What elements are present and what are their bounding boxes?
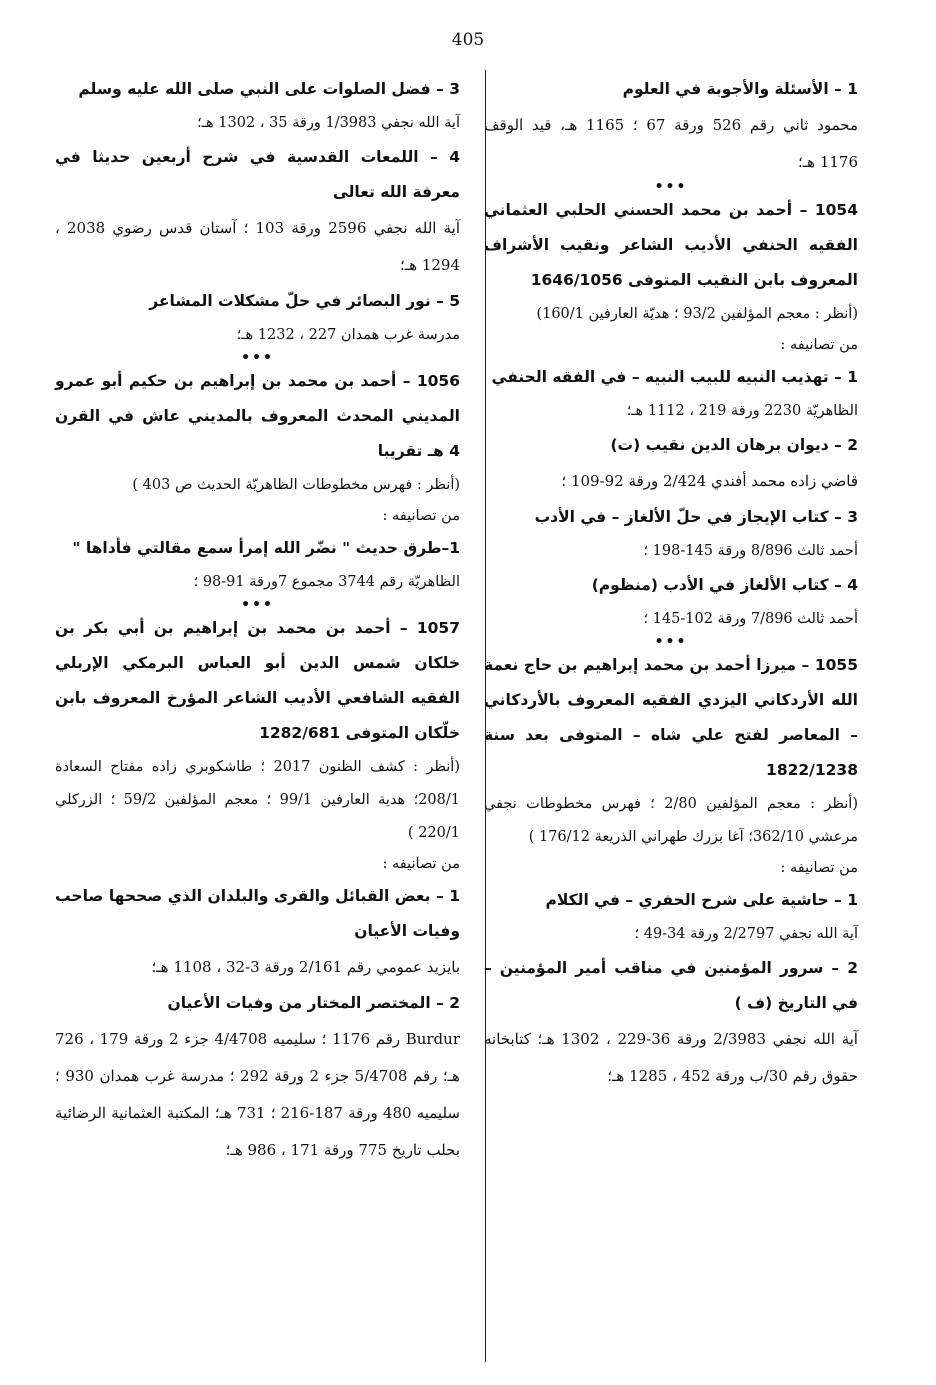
- entry-title: 4 – كتاب الألغاز في الأدب (منظوم): [591, 576, 858, 594]
- entry-reference: الظاهريّة 2230 ورقة 219 ، 1112 هـ؛: [626, 403, 858, 419]
- left-column: [55, 72, 460, 1169]
- entry-reference: آية الله نجفي 1/3983 ورقة 35 ، 1302 هـ؛: [197, 115, 460, 131]
- entry-title: 2 – المختصر المختار من وفيات الأعيان: [167, 994, 460, 1012]
- entry-title: 3 – فضل الصلوات على النبي صلى الله عليه وسلم: [78, 80, 460, 98]
- entry-separator: •••: [241, 350, 274, 366]
- entry-reference: (أنظر : معجم المؤلفين 93/2 ؛ هديّة العارفين 160/1): [536, 306, 858, 322]
- entry-separator: •••: [654, 634, 688, 650]
- entry-reference: الظاهريّة رقم 3744 مجموع 7ورقة 91-98 ؛: [193, 574, 460, 590]
- entry-title: 2 – سرور المؤمنين في مناقب أمير المؤمنين – في التاريخ (ف ): [484, 959, 858, 1012]
- entry-citation: محمود ثاني رقم 526 ورقة 67 ؛ 1165 هـ، قيد الوقف 1176 هـ؛: [484, 116, 858, 171]
- entry-citation: قاضي زاده محمد أفندي 2/424 ورقة 92-109 ؛: [561, 472, 858, 490]
- entry-citation: آية الله نجفي 2/3983 ورقة 36-229 ، 1302 هـ؛ كتابخانه حقوق رقم 30/ب ورقة 452 ، 1285 هـ؛: [484, 1030, 858, 1085]
- entry-reference: أحمد ثالث 8/896 ورقة 145-198 ؛: [643, 543, 858, 559]
- entry-reference: آية الله نجفي 2/2797 ورقة 34-49 ؛: [634, 926, 858, 942]
- entry-reference: أحمد ثالث 7/896 ورقة 102-145 ؛: [643, 611, 858, 627]
- entry-reference: (أنظر : كشف الظنون 2017 ؛ طاشكوبري زاده مفتاح السعادة 208/1؛ هدية العارفين 99/1 ؛ معجم المؤلفين 59/2 ؛ الزركلي 220/1 ): [55, 759, 460, 841]
- works-heading: من تصانيفه :: [780, 337, 858, 353]
- entry-title: 4 – اللمعات القدسية في شرح أربعين حديثا في معرفة الله تعالى: [55, 148, 460, 201]
- entry-title: 1057 – أحمد بن محمد بن إبراهيم بن أبي بكر بن خلكان شمس الدين أبو العباس البرمكي الإربلي الفقيه الشافعي الأديب الشاعر المؤرخ المعروف بابن خلّكان المتوفى 1282/681: [55, 619, 460, 742]
- entry-reference: (أنظر : معجم المؤلفين 2/80 ؛ فهرس مخطوطات نجفي مرعشي 362/10؛ آغا بزرك طهراني الذريعة 176/12 ): [484, 796, 858, 845]
- right-column: [484, 72, 858, 1095]
- works-heading: من تصانيفه :: [382, 856, 460, 872]
- entry-title: 1 – حاشية على شرح الحفري – في الكلام: [545, 891, 858, 909]
- page-number: 405: [451, 30, 485, 50]
- entry-title: 1 – تهذيب النبيه للبيب النبيه – في الفقه الحنفي: [491, 368, 858, 386]
- entry-reference: (أنظر : فهرس مخطوطات الظاهريّة الحديث ص 403 ): [132, 477, 460, 493]
- entry-separator: •••: [654, 179, 688, 195]
- entry-separator: •••: [241, 597, 274, 613]
- entry-citation: آية الله نجفي 2596 ورقة 103 ؛ آستان قدس رضوي 2038 ، 1294 هـ؛: [55, 219, 460, 274]
- entry-title: 1054 – أحمد بن محمد الحسني الحلبي العثماني الفقيه الحنفي الأديب الشاعر ونقيب الأشراف المعروف بابن النقيب المتوفى 1646/1056: [484, 201, 858, 289]
- entry-reference: مدرسة غرب همدان 227 ، 1232 هـ؛: [236, 327, 460, 343]
- entry-title: 1 – الأسئلة والأجوبة في العلوم: [622, 80, 858, 98]
- entry-citation: Burdur رقم 1176 ؛ سليميه 4/4708 جزء 2 ورقة 179 ، 726 هـ؛ رقم 5/4708 جزء 2 ورقة 292 ؛ مدرسة غرب همدان 930 ؛ سليميه 480 ورقة 187-216 ؛ 731 هـ؛ المكتبة العثمانية الرضائية بحلب تاريخ 775 ورقة 171 ، 986 هـ؛: [55, 1030, 460, 1159]
- entry-title: 1055 – ميرزا أحمد بن محمد إبراهيم بن حاج نعمة الله الأردكاني اليزدي الفقيه المعروف بالأردكاني – المعاصر لفتح علي شاه – المتوفى بعد سنة 1822/1238: [484, 656, 858, 779]
- works-heading: من تصانيفه :: [780, 860, 858, 876]
- entry-title: 5 – نور البصائر في حلّ مشكلات المشاعر: [149, 292, 460, 310]
- entry-title: 1–طرق حديث " نضّر الله إمرأ سمع مقالتي فأداها ": [72, 539, 460, 557]
- entry-title: 1056 – أحمد بن محمد بن إبراهيم بن حكيم أبو عمرو المديني المحدث المعروف بالمديني عاش في القرن 4 هـ تقريبا: [55, 372, 460, 460]
- entry-title: 3 – كتاب الإيجاز في حلّ الألغاز – في الأدب: [534, 508, 858, 526]
- entry-title: 2 – ديوان برهان الدين نقيب (ت): [610, 436, 858, 454]
- works-heading: من تصانيفه :: [382, 508, 460, 524]
- entry-title: 1 – بعض القبائل والقرى والبلدان الذي صححها صاحب وفيات الأعيان: [55, 887, 460, 940]
- entry-citation: بايزيد عمومي رقم 2/161 ورقة 3-32 ، 1108 هـ؛: [151, 958, 460, 976]
